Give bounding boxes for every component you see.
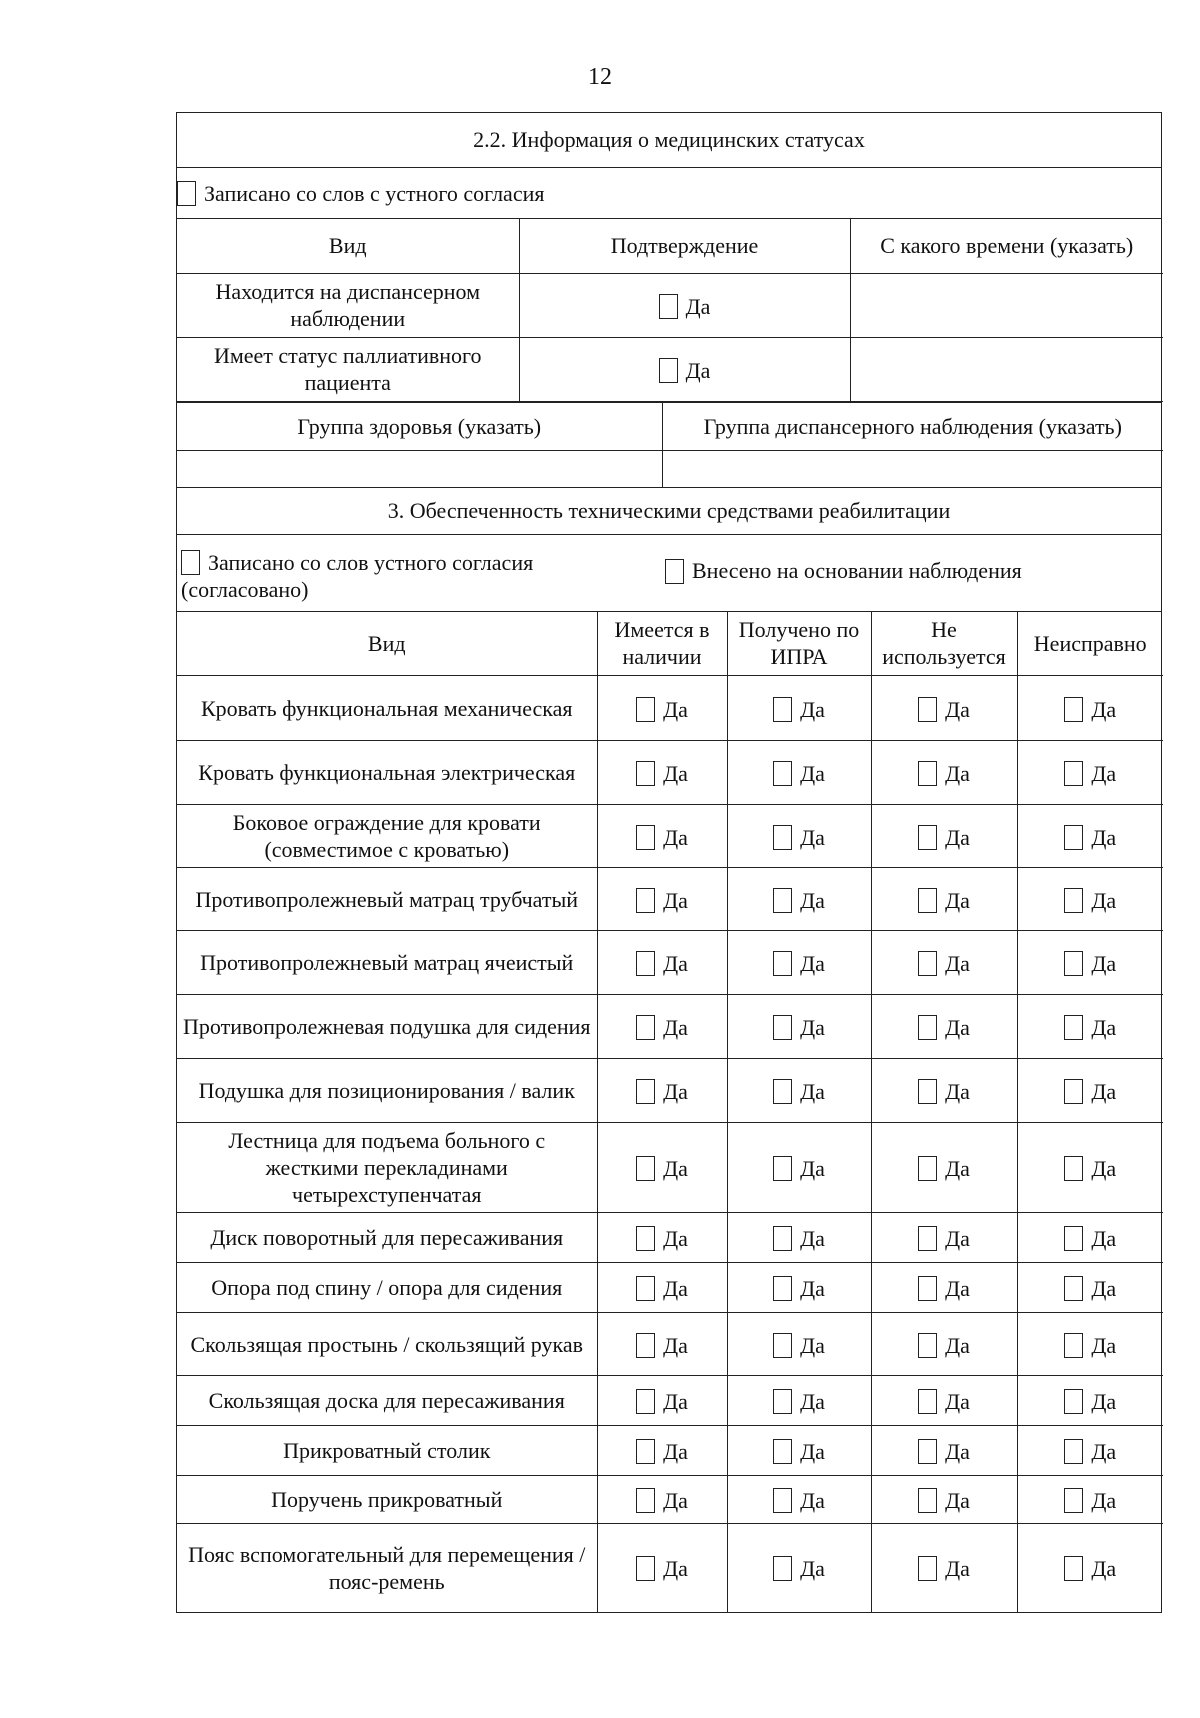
not-used-checkbox[interactable] [918,1015,937,1040]
col-header-kind: Вид [177,219,519,273]
status-label: Имеет статус паллиативного пациента [177,337,519,401]
equipment-label: Противопролежневый матрац ячеистый [177,931,597,995]
received-checkbox[interactable] [773,1226,792,1251]
table-row [177,1524,1163,1612]
yes-option-not-used: Да [918,759,970,784]
since-field[interactable] [850,273,1163,337]
table-row [177,273,1163,337]
yes-option-not-used: Да [918,949,970,974]
table-row [177,1426,1163,1476]
yes-option-available: Да [636,1387,688,1412]
table-row [177,995,1163,1059]
equipment-label: Кровать функциональная механическая [177,676,597,741]
yes-option-faulty: Да [1064,759,1116,784]
yes-option-not-used: Да [918,1224,970,1249]
yes-option-received: Да [773,1330,825,1355]
faulty-checkbox[interactable] [1064,1333,1083,1358]
yes-option: Да [659,355,711,380]
yes-option-received: Да [773,949,825,974]
yes-option-available: Да [636,759,688,784]
yes-option-received: Да [773,1387,825,1412]
yes-option-available: Да [636,1330,688,1355]
table-row [177,931,1163,995]
col-header-available: Имеется в наличии [597,612,727,676]
faulty-checkbox[interactable] [1064,1015,1083,1040]
table-row [177,676,1163,741]
col-header-received: Получено по ИПРА [727,612,871,676]
received-checkbox[interactable] [773,951,792,976]
yes-option-received: Да [773,1224,825,1249]
yes-option-not-used: Да [918,1077,970,1102]
table-row [177,1476,1163,1524]
table-row [177,1263,1163,1313]
yes-option-not-used: Да [918,1154,970,1179]
section-3-consent [177,535,1161,611]
consent-label: Записано со слов устного согласия [208,549,534,575]
yes-option-faulty: Да [1064,1330,1116,1355]
health-group-field[interactable] [177,451,662,487]
not-used-checkbox[interactable] [918,951,937,976]
not-used-checkbox[interactable] [918,1439,937,1464]
equipment-label: Противопролежневый матрац трубчатый [177,868,597,931]
equipment-label: Лестница для подъема больного с жесткими перекладинами четырехступенчатая [177,1123,597,1213]
available-checkbox[interactable] [636,825,655,850]
table-row [177,337,1163,401]
yes-option-available: Да [636,949,688,974]
yes-option-faulty: Да [1064,1274,1116,1299]
equipment-label: Скользящая простынь / скользящий рукав [177,1313,597,1376]
yes-option-received: Да [773,1437,825,1462]
section-3-title: 3. Обеспеченность техническими средствами реабилитации [177,487,1162,534]
yes-option-not-used: Да [918,1330,970,1355]
available-checkbox[interactable] [636,761,655,786]
since-field[interactable] [850,337,1163,401]
yes-option-received: Да [773,1274,825,1299]
yes-option-received: Да [773,694,825,719]
yes-option-available: Да [636,1077,688,1102]
consent-label: Записано со слов с устного согласия [204,180,545,206]
not-used-checkbox[interactable] [918,1276,937,1301]
yes-option-faulty: Да [1064,1224,1116,1249]
not-used-checkbox[interactable] [918,761,937,786]
status-checkbox[interactable] [659,358,678,383]
faulty-checkbox[interactable] [1064,1556,1083,1581]
dispensary-group-field[interactable] [662,451,1163,487]
yes-option-faulty: Да [1064,1437,1116,1462]
yes-option-available: Да [636,694,688,719]
available-checkbox[interactable] [636,1226,655,1251]
available-checkbox[interactable] [636,1389,655,1414]
received-checkbox[interactable] [773,1079,792,1104]
yes-option-available: Да [636,1224,688,1249]
available-checkbox[interactable] [636,1333,655,1358]
faulty-checkbox[interactable] [1064,825,1083,850]
available-checkbox[interactable] [636,1439,655,1464]
available-checkbox[interactable] [636,1156,655,1181]
section-22-consent [177,168,1162,219]
received-checkbox[interactable] [773,825,792,850]
yes-option-not-used: Да [918,1387,970,1412]
col-header-not-used: Не используется [871,612,1017,676]
yes-option-faulty: Да [1064,694,1116,719]
faulty-checkbox[interactable] [1064,1488,1083,1513]
section-22-title: 2.2. Информация о медицинских статусах [177,113,1162,168]
not-used-checkbox[interactable] [918,1079,937,1104]
yes-option-received: Да [773,1013,825,1038]
available-checkbox[interactable] [636,1015,655,1040]
table-row [177,1376,1163,1426]
faulty-checkbox[interactable] [1064,1226,1083,1251]
equipment-label: Скользящая доска для пересаживания [177,1376,597,1426]
yes-option-faulty: Да [1064,885,1116,910]
not-used-checkbox[interactable] [918,1389,937,1414]
received-checkbox[interactable] [773,697,792,722]
yes-option-not-used: Да [918,1486,970,1511]
consent-note: (согласовано) [181,576,309,602]
available-checkbox[interactable] [636,888,655,913]
received-checkbox[interactable] [773,1276,792,1301]
yes-option-available: Да [636,1154,688,1179]
yes-option-not-used: Да [918,1013,970,1038]
page-number: 12 [588,64,612,90]
received-checkbox[interactable] [773,761,792,786]
equipment-label: Кровать функциональная электрическая [177,741,597,805]
equipment-label: Поручень прикроватный [177,1476,597,1524]
yes-option-available: Да [636,1554,688,1579]
not-used-checkbox[interactable] [918,1556,937,1581]
equipment-label: Опора под спину / опора для сидения [177,1263,597,1313]
table-row [177,1213,1163,1263]
yes-option-available: Да [636,1274,688,1299]
received-checkbox[interactable] [773,888,792,913]
yes-option-available: Да [636,1437,688,1462]
not-used-checkbox[interactable] [918,1333,937,1358]
faulty-checkbox[interactable] [1064,1156,1083,1181]
yes-option-faulty: Да [1064,1554,1116,1579]
equipment-label: Диск поворотный для пересаживания [177,1213,597,1263]
table-row [177,741,1163,805]
yes-option: Да [659,291,711,316]
table-row [177,1313,1163,1376]
not-used-checkbox[interactable] [918,1488,937,1513]
table-row [177,868,1163,931]
available-checkbox[interactable] [636,1276,655,1301]
status-checkbox[interactable] [659,294,678,319]
yes-option-not-used: Да [918,694,970,719]
faulty-checkbox[interactable] [1064,761,1083,786]
col-header-kind: Вид [177,612,597,676]
dispensary-group-header: Группа диспансерного наблюдения (указать) [662,403,1163,451]
available-checkbox[interactable] [636,697,655,722]
yes-option-received: Да [773,1486,825,1511]
table-row [177,805,1163,868]
table-row [177,1059,1163,1123]
received-checkbox[interactable] [773,1556,792,1581]
yes-option-received: Да [773,1154,825,1179]
yes-option-received: Да [773,1554,825,1579]
yes-option-faulty: Да [1064,1013,1116,1038]
not-used-checkbox[interactable] [918,825,937,850]
consent-checkbox[interactable] [181,550,200,575]
received-checkbox[interactable] [773,1156,792,1181]
health-group-header: Группа здоровья (указать) [177,403,662,451]
received-checkbox[interactable] [773,1439,792,1464]
faulty-checkbox[interactable] [1064,1276,1083,1301]
available-checkbox[interactable] [636,1488,655,1513]
equipment-label: Прикроватный столик [177,1426,597,1476]
col-header-since: С какого времени (указать) [850,219,1163,273]
yes-option-available: Да [636,885,688,910]
not-used-checkbox[interactable] [918,1156,937,1181]
yes-option-received: Да [773,885,825,910]
yes-option-faulty: Да [1064,822,1116,847]
table-row [177,1123,1163,1213]
equipment-label: Противопролежневая подушка для сидения [177,995,597,1059]
medical-status-table [177,219,1163,402]
faulty-checkbox[interactable] [1064,1079,1083,1104]
yes-option-faulty: Да [1064,1387,1116,1412]
col-header-faulty: Неисправно [1017,612,1163,676]
faulty-checkbox[interactable] [1064,1439,1083,1464]
faulty-checkbox[interactable] [1064,1389,1083,1414]
not-used-checkbox[interactable] [918,697,937,722]
not-used-checkbox[interactable] [918,888,937,913]
consent-checkbox[interactable] [177,181,196,206]
yes-option-available: Да [636,822,688,847]
yes-option-faulty: Да [1064,949,1116,974]
observation-checkbox[interactable] [665,559,684,584]
equipment-label: Боковое ограждение для кровати (совместимое с кроватью) [177,805,597,868]
col-header-confirmation: Подтверждение [519,219,850,273]
yes-option-available: Да [636,1486,688,1511]
observation-label: Внесено на основании наблюдения [692,558,1022,584]
available-checkbox[interactable] [636,1556,655,1581]
yes-option-not-used: Да [918,822,970,847]
status-label: Находится на диспансерном наблюдении [177,273,519,337]
not-used-checkbox[interactable] [918,1226,937,1251]
yes-option-faulty: Да [1064,1077,1116,1102]
equipment-label: Пояс вспомогательный для перемещения / пояс-ремень [177,1524,597,1612]
yes-option-not-used: Да [918,1437,970,1462]
faulty-checkbox[interactable] [1064,888,1083,913]
available-checkbox[interactable] [636,951,655,976]
received-checkbox[interactable] [773,1333,792,1358]
rehab-equipment-table [177,612,1163,1612]
available-checkbox[interactable] [636,1079,655,1104]
equipment-label: Подушка для позиционирования / валик [177,1059,597,1123]
yes-option-received: Да [773,759,825,784]
yes-option-not-used: Да [918,1274,970,1299]
health-group-table [177,403,1163,487]
yes-option-available: Да [636,1013,688,1038]
received-checkbox[interactable] [773,1015,792,1040]
yes-option-received: Да [773,822,825,847]
yes-option-not-used: Да [918,885,970,910]
yes-option-faulty: Да [1064,1486,1116,1511]
faulty-checkbox[interactable] [1064,951,1083,976]
received-checkbox[interactable] [773,1488,792,1513]
yes-option-not-used: Да [918,1554,970,1579]
faulty-checkbox[interactable] [1064,697,1083,722]
received-checkbox[interactable] [773,1389,792,1414]
rehab-form [176,112,1162,1613]
yes-option-received: Да [773,1077,825,1102]
yes-option-faulty: Да [1064,1154,1116,1179]
